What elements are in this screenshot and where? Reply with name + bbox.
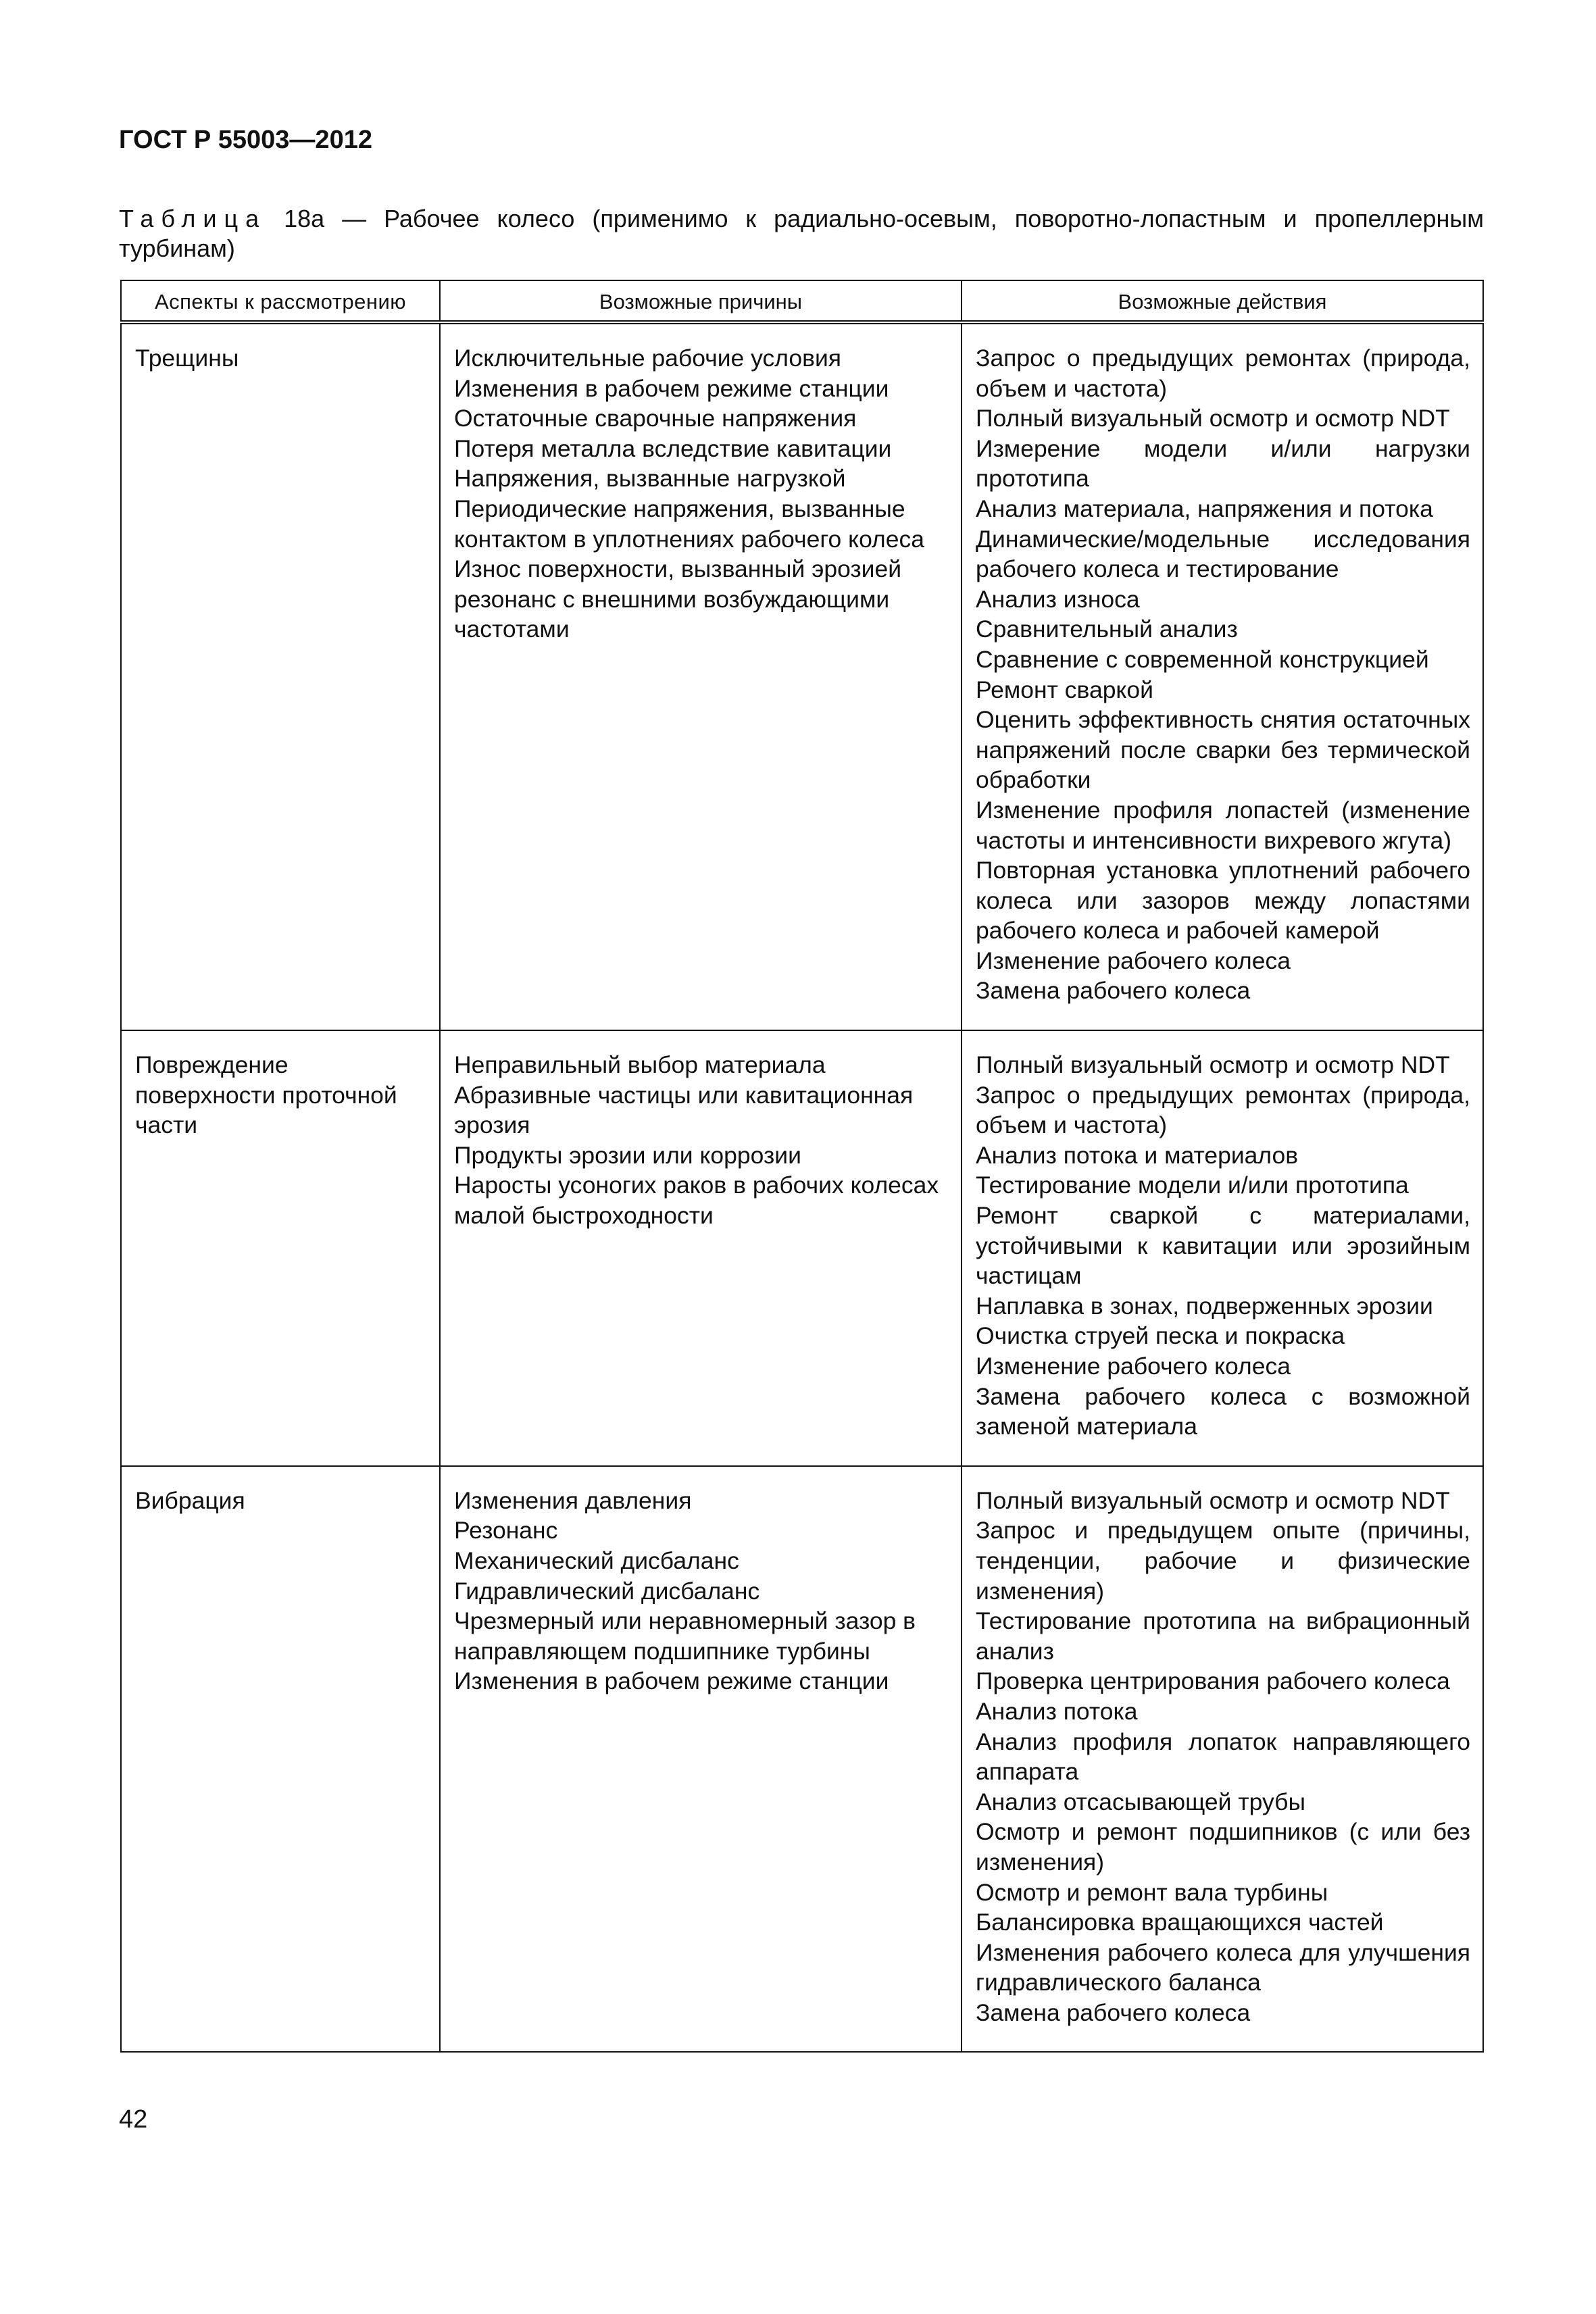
list-item: Запрос о предыдущих ремонтах (природа, объем и частота) [976,345,1470,402]
table-row [121,322,1483,1030]
list-item: Неправильный выбор материала [454,1051,826,1079]
list-item: Исключительные рабочие условия [454,345,842,372]
page-number: 42 [119,2105,148,2134]
table-header-row [121,280,1483,322]
list-item: Оценить эффективность снятия остаточных напряжений после сварки без термической обработки [976,706,1470,794]
header-causes: Возможные причины [440,280,962,322]
actions-list [976,343,1470,1006]
list-item: Осмотр и ремонт вала турбины [976,1878,1328,1906]
table-row [121,1030,1483,1466]
list-item: Изменения в рабочем режиме станции [454,374,889,402]
list-item: Запрос и предыдущем опыте (причины, тенденции, рабочие и физические изменения) [976,1517,1470,1605]
causes-list [454,343,949,645]
list-item: Измерение модели и/или нагрузки прототипа [976,434,1470,493]
list-item: Замена рабочего колеса с возможной заменой материала [976,1382,1470,1440]
list-item: Чрезмерный или неравномерный зазор в направляющем подшипнике турбины [454,1607,916,1665]
header-aspects: Аспекты к рассмотрению [121,280,440,322]
list-item: Полный визуальный осмотр и осмотр NDT [976,405,1450,432]
list-item: Запрос о предыдущих ремонтах (природа, объем и частота) [976,1081,1470,1139]
list-item: Изменение рабочего колеса [976,947,1291,974]
list-item: Повторная установка уплотнений рабочего колеса или зазоров между лопастями рабочего колеса и рабочей камерой [976,857,1470,945]
header-actions: Возможные действия [962,280,1483,322]
list-item: Сравнительный анализ [976,615,1238,643]
list-item: Остаточные сварочные напряжения [454,405,857,432]
list-item: Ремонт сваркой с материалами, устойчивыми к кавитации или эрозийным частицам [976,1202,1470,1290]
actions-cell [962,1030,1483,1466]
list-item: Анализ потока [976,1697,1138,1725]
list-item: Ремонт сваркой [976,676,1153,703]
list-item: Тестирование прототипа на вибрационный анализ [976,1607,1470,1665]
list-item: Изменения рабочего колеса для улучшения гидравлического баланса [976,1938,1470,1996]
list-item: Продукты эрозии или коррозии [454,1141,801,1169]
list-item: Анализ отсасывающей трубы [976,1788,1305,1815]
list-item: Абразивные частицы или кавитационная эрозия [454,1081,914,1139]
causes-cell [440,322,962,1030]
list-item: Тестирование модели и/или прототипа [976,1172,1409,1199]
table-row [121,1466,1483,2053]
aspect-cell: Повреждение поверхности проточной части [121,1030,440,1466]
aspect-cell: Трещины [121,322,440,1030]
aspect-cell: Вибрация [121,1466,440,2053]
list-item: Напряжения, вызванные нагрузкой [454,465,846,493]
list-item: Замена рабочего колеса [976,1998,1251,2026]
list-item: Изменение рабочего колеса [976,1353,1291,1380]
list-item: Замена рабочего колеса [976,977,1251,1005]
list-item: Наплавка в зонах, подверженных эрозии [976,1292,1433,1319]
list-item: Резонанс [454,1517,558,1544]
list-item: Полный визуальный осмотр и осмотр NDT [976,1051,1450,1079]
list-item: Анализ профиля лопаток направляющего аппарата [976,1728,1470,1786]
list-item: Анализ материала, напряжения и потока [976,495,1433,522]
list-item: Осмотр и ремонт подшипников (с или без изменения) [976,1818,1470,1876]
list-item: Балансировка вращающихся частей [976,1909,1384,1936]
list-item: Потеря металла вследствие кавитации [454,434,892,462]
list-item: Гидравлический дисбаланс [454,1577,760,1605]
list-item: Наросты усоногих раков в рабочих колесах малой быстроходности [454,1172,939,1230]
actions-list [976,1050,1470,1442]
list-item: Изменения в рабочем режиме станции [454,1667,889,1695]
causes-cell [440,1466,962,2053]
actions-cell [962,322,1483,1030]
table-caption [119,204,1484,263]
list-item: Полный визуальный осмотр и осмотр NDT [976,1486,1450,1514]
caption-lead: Таблица [119,205,267,232]
list-item: Анализ износа [976,585,1140,613]
impeller-table [120,280,1484,2053]
causes-list [454,1486,949,1696]
causes-list [454,1050,949,1231]
actions-list [976,1486,1470,2028]
causes-cell [440,1030,962,1466]
list-item: Периодические напряжения, вызванные контактом в уплотнениях рабочего колеса [454,495,924,553]
list-item: Динамические/модельные исследования рабочего колеса и тестирование [976,525,1470,583]
list-item: Изменение профиля лопастей (изменение частоты и интенсивности вихревого жгута) [976,796,1470,854]
list-item: Сравнение с современной конструкцией [976,645,1429,673]
list-item: Механический дисбаланс [454,1546,739,1574]
list-item: Износ поверхности, вызванный эрозией резонанс с внешними возбуждающими частотами [454,555,902,643]
caption-text: 18а — Рабочее колесо (применимо к радиально-осевым, поворотно-лопастным и пропеллерным турбинам) [119,205,1484,262]
actions-cell [962,1466,1483,2053]
document-code: ГОСТ Р 55003—2012 [119,126,372,154]
list-item: Анализ потока и материалов [976,1141,1299,1169]
list-item: Проверка центрирования рабочего колеса [976,1667,1450,1695]
list-item: Изменения давления [454,1486,692,1514]
list-item: Очистка струей песка и покраска [976,1322,1345,1350]
